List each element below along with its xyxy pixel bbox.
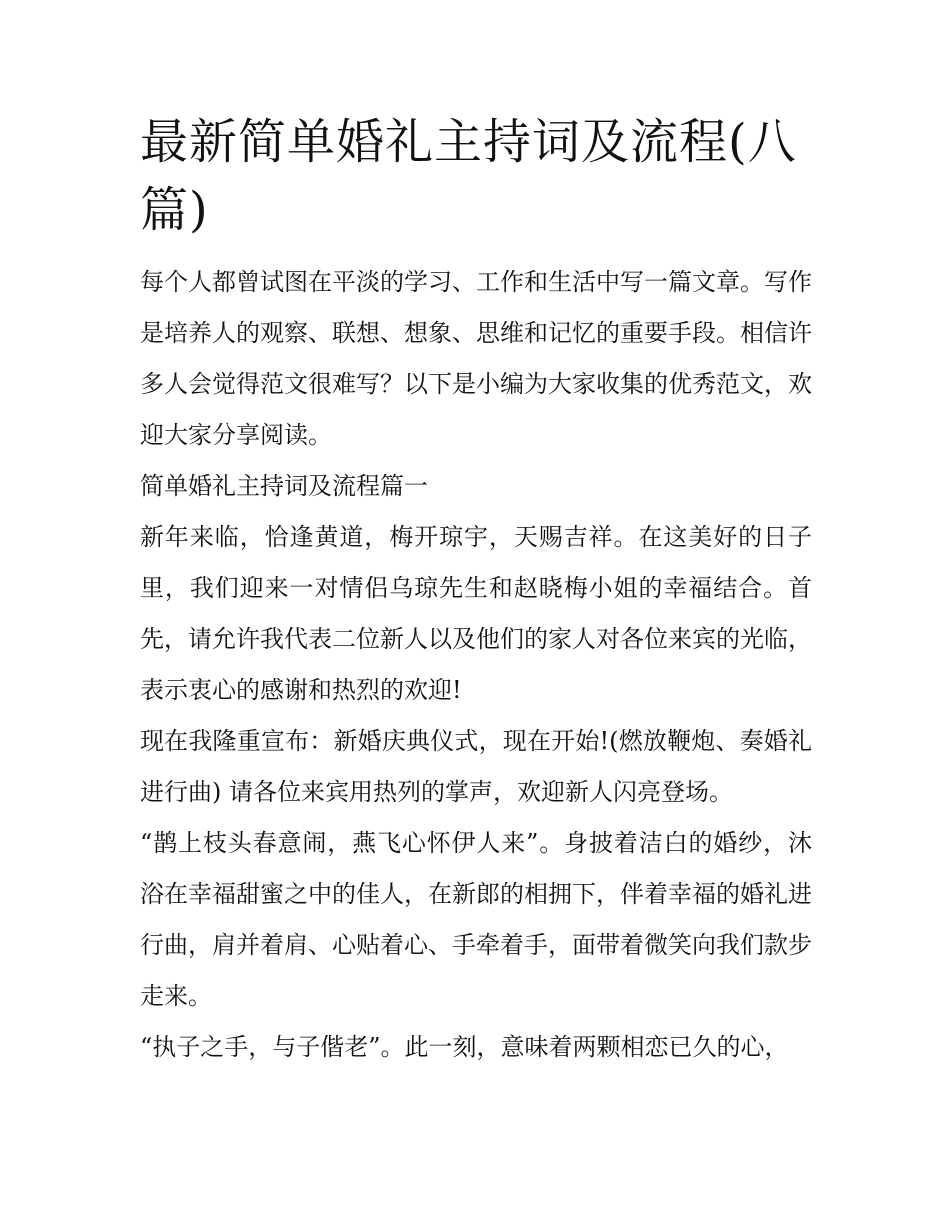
body-paragraph: “执子之手，与子偕老”。此一刻，意味着两颗相恋已久的心， (140, 1033, 789, 1061)
body-paragraph: 新年来临，恰逢黄道，梅开琼宇，天赐吉祥。在这美好的日子里，我们迎来一对情侣乌琼先生和赵晓梅小姐的幸福结合。首先，请允许我代表二位新人以及他们的家人对各位来宾的光临，表示衷心的感谢和热烈的欢迎! (140, 523, 812, 704)
section-heading: 简单婚礼主持词及流程篇一 (140, 472, 428, 500)
intro-paragraph: 每个人都曾试图在平淡的学习、工作和生活中写一篇文章。写作是培养人的观察、联想、想象、思维和记忆的重要手段。相信许多人会觉得范文很难写？以下是小编为大家收集的优秀范文，欢迎大家分享阅读。 (140, 268, 812, 449)
document-title: 最新简单婚礼主持词及流程(八篇) (140, 114, 797, 238)
body-paragraph: “鹊上枝头春意闹，燕飞心怀伊人来”。身披着洁白的婚纱，沐浴在幸福甜蜜之中的佳人，在新郎的相拥下，伴着幸福的婚礼进行曲，肩并着肩、心贴着心、手牵着手，面带着微笑向我们款步走来。 (140, 829, 812, 1010)
body-paragraph: 现在我隆重宣布：新婚庆典仪式，现在开始!(燃放鞭炮、奏婚礼进行曲) 请各位来宾用热列的掌声，欢迎新人闪亮登场。 (140, 727, 812, 806)
document-page (140, 108, 812, 1073)
